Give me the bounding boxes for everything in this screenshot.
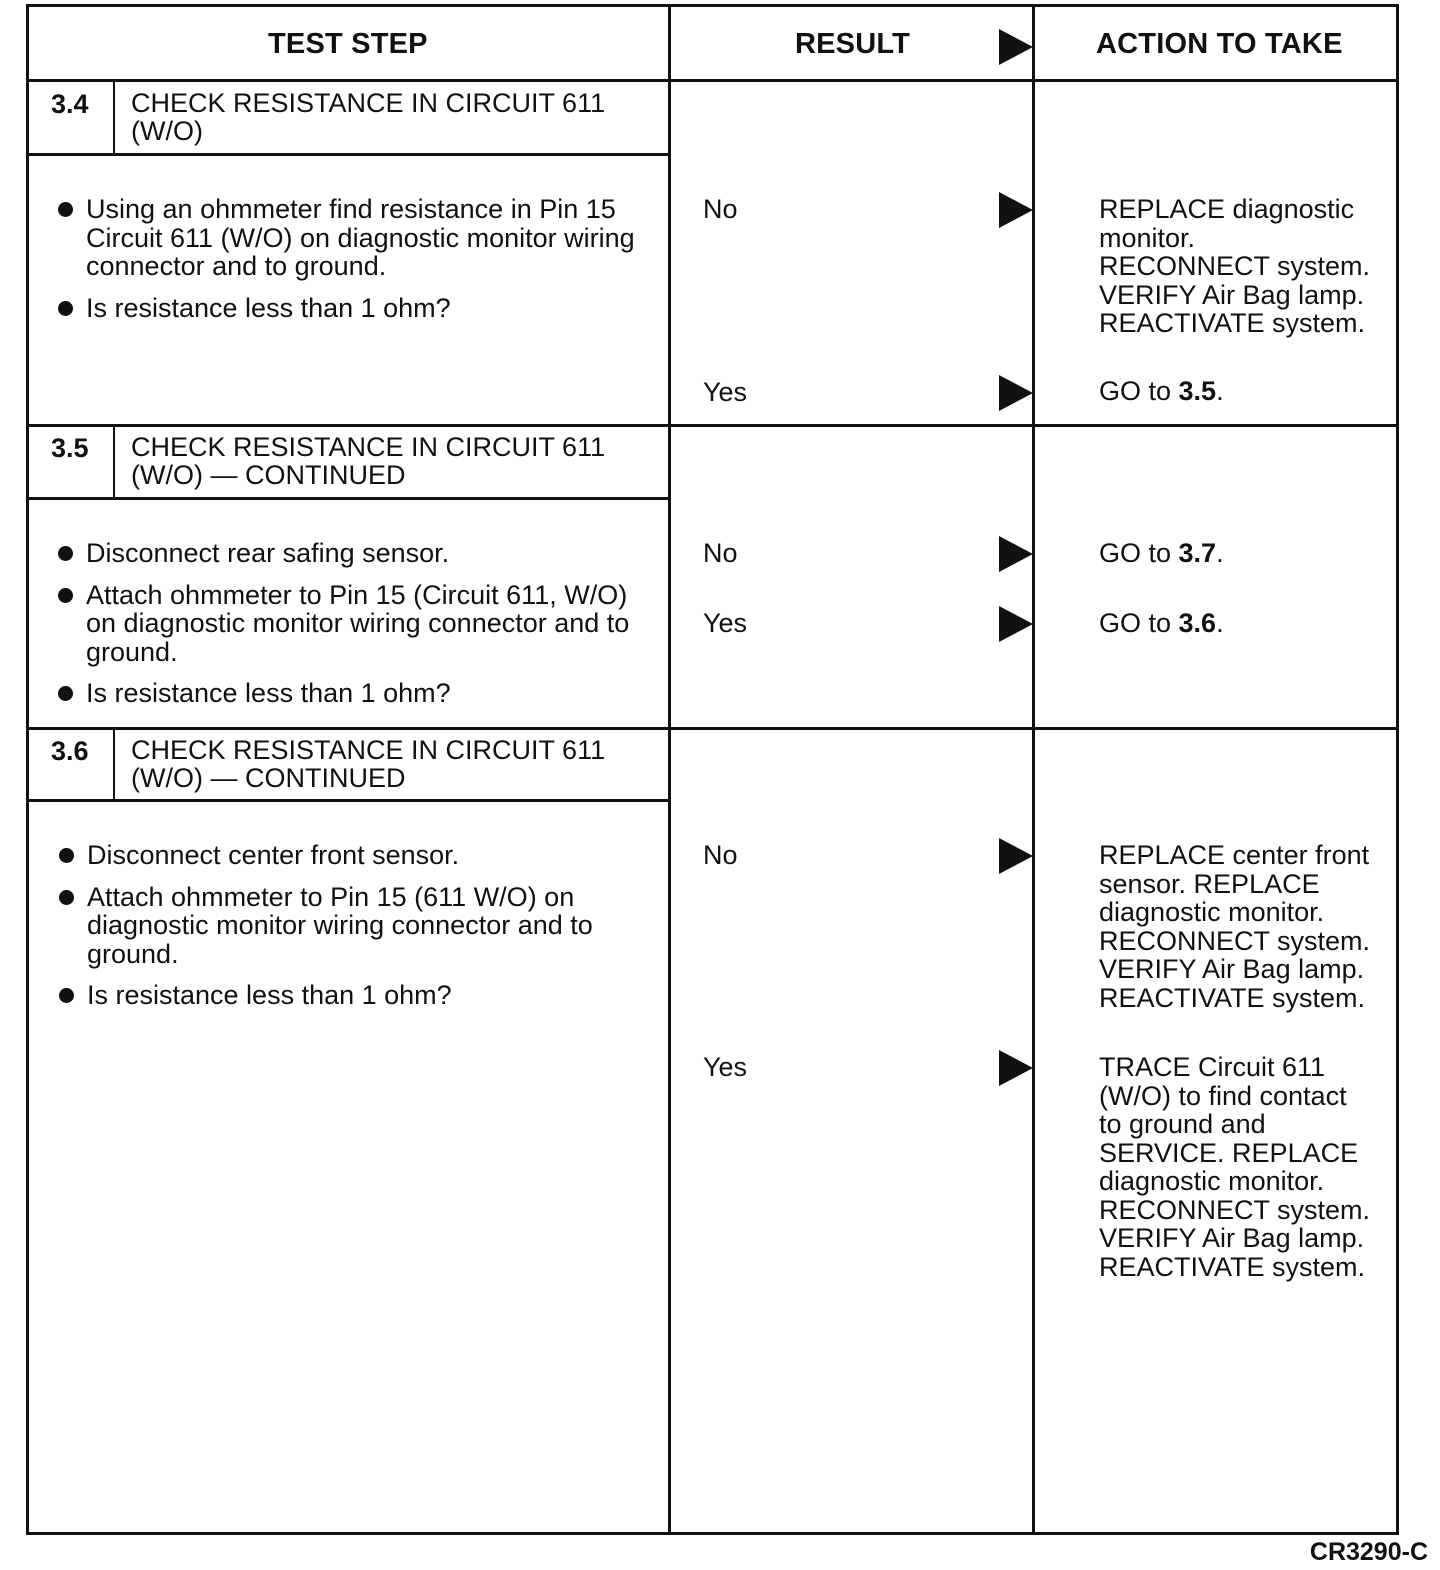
action-line: TRACE Circuit 611 [1099, 1052, 1326, 1082]
action-text [1099, 841, 1370, 1012]
step-bullets [56, 195, 656, 335]
frame-top [26, 4, 1399, 7]
step-number: 3.5 [51, 433, 89, 463]
step-title-line: CHECK RESISTANCE IN CIRCUIT 611 [131, 88, 606, 118]
bullet-item: Disconnect rear safing sensor. [56, 539, 656, 568]
result-yes: Yes [703, 377, 748, 407]
bullet-item: Attach ohmmeter to Pin 15 (611 W/O) on diagnostic monitor wiring connector and to ground. [57, 883, 657, 969]
action-line: REACTIVATE system. [1099, 308, 1366, 338]
result-arrow-icon [999, 1050, 1033, 1086]
result-arrow-icon [999, 192, 1033, 228]
frame-bottom [26, 1532, 1399, 1535]
action-line: diagnostic monitor. [1099, 897, 1325, 927]
action-line: diagnostic monitor. [1099, 1166, 1325, 1196]
step-number-rule [113, 80, 115, 155]
step-number-rule [113, 425, 115, 499]
action-goto-prefix: GO to [1099, 376, 1179, 406]
header-arrow-icon [999, 29, 1033, 65]
action-goto-prefix: GO to [1099, 608, 1179, 638]
result-no: No [703, 538, 738, 568]
action-line: SERVICE. REPLACE [1099, 1137, 1359, 1168]
row-separator [26, 727, 1399, 730]
action-line: REACTIVATE system. [1099, 982, 1366, 1013]
action-line: (W/O) to find contact [1099, 1080, 1347, 1111]
frame-left [26, 4, 29, 1535]
action-goto-prefix: GO to [1099, 538, 1179, 568]
action-line: VERIFY Air Bag lamp. [1099, 1223, 1365, 1253]
bullet-item: Using an ohmmeter find resistance in Pin 15 Circuit 611 (W/O) on diagnostic monitor wiring connector and to ground. [56, 195, 656, 281]
action-goto-ref: 3.6 [1178, 608, 1217, 638]
step-number-rule [113, 728, 115, 801]
action-text [1099, 195, 1370, 338]
step-number: 3.6 [51, 736, 89, 766]
step-title [131, 89, 605, 145]
step-title-line: (W/O) — CONTINUED [131, 763, 406, 793]
column-rule-result [668, 4, 671, 1535]
result-arrow-icon [999, 838, 1033, 874]
result-yes: Yes [703, 1052, 748, 1082]
header-bottom-rule [26, 79, 1399, 82]
action-goto-suffix: . [1216, 538, 1224, 568]
action-goto-ref: 3.5 [1178, 376, 1217, 406]
action-goto [1099, 609, 1224, 638]
result-arrow-icon [999, 375, 1033, 411]
step-title-rule [26, 153, 670, 156]
action-goto [1099, 539, 1224, 568]
step-title-line: (W/O) — CONTINUED [131, 460, 406, 490]
action-line: VERIFY Air Bag lamp. [1099, 279, 1365, 310]
step-title-line: CHECK RESISTANCE IN CIRCUIT 611 [131, 432, 606, 462]
bullet-item: Is resistance less than 1 ohm? [57, 981, 657, 1010]
figure-code: CR3290-C [1309, 1538, 1428, 1566]
step-bullets [56, 539, 656, 721]
action-goto-suffix: . [1216, 376, 1224, 406]
action-line: RECONNECT system. [1099, 251, 1371, 281]
step-title-rule [26, 497, 670, 500]
step-bullets [57, 841, 657, 1023]
step-title-line: (W/O) [131, 116, 203, 146]
result-no: No [703, 194, 738, 224]
action-goto-ref: 3.7 [1178, 538, 1217, 568]
action-line: RECONNECT system. [1099, 1194, 1371, 1225]
bullet-item: Is resistance less than 1 ohm? [56, 294, 656, 323]
frame-right [1396, 4, 1399, 1535]
step-title-line: CHECK RESISTANCE IN CIRCUIT 611 [131, 735, 606, 765]
action-text [1099, 1053, 1370, 1281]
result-arrow-icon [999, 536, 1033, 572]
action-line: REPLACE diagnostic [1099, 194, 1355, 224]
header-test-step: TEST STEP [268, 28, 428, 60]
action-line: monitor. [1099, 222, 1196, 253]
result-arrow-icon [999, 606, 1033, 642]
bullet-item: Is resistance less than 1 ohm? [56, 679, 656, 708]
result-yes: Yes [703, 608, 748, 638]
action-line: sensor. REPLACE [1099, 868, 1320, 899]
step-title [131, 736, 605, 792]
action-line: VERIFY Air Bag lamp. [1099, 954, 1365, 984]
action-line: REACTIVATE system. [1099, 1251, 1366, 1282]
step-title [131, 433, 605, 489]
row-separator [26, 424, 1399, 427]
action-line: REPLACE center front [1099, 840, 1370, 870]
action-goto [1099, 377, 1224, 406]
action-line: RECONNECT system. [1099, 925, 1371, 956]
result-no: No [703, 840, 738, 870]
bullet-item: Attach ohmmeter to Pin 15 (Circuit 611, W/O) on diagnostic monitor wiring connector and to ground. [56, 581, 656, 667]
action-goto-suffix: . [1216, 608, 1224, 638]
step-title-rule [26, 799, 670, 802]
step-number: 3.4 [51, 89, 89, 119]
header-action: ACTION TO TAKE [1096, 28, 1343, 60]
bullet-item: Disconnect center front sensor. [57, 841, 657, 870]
action-line: to ground and [1099, 1109, 1266, 1139]
header-result: RESULT [795, 28, 911, 60]
column-rule-action [1032, 4, 1035, 1535]
